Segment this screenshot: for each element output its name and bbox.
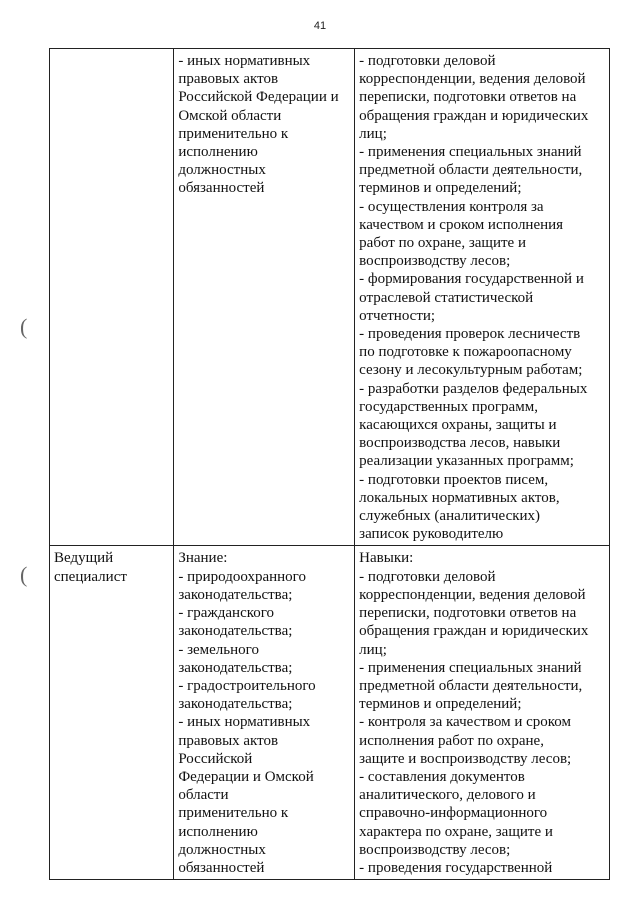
- text-line: исполнения работ по охране,: [359, 732, 544, 749]
- knowledge-cell: [174, 49, 355, 546]
- text-line: отраслевой статистической: [359, 289, 534, 306]
- text-line: законодательства;: [178, 659, 293, 676]
- text-line: записок руководителю: [359, 526, 504, 543]
- text-line: переписки, подготовки ответов на: [359, 89, 577, 106]
- text-line: специалист: [54, 568, 127, 585]
- qualification-table: [49, 48, 610, 880]
- text-line: работ по охране, защите и: [359, 235, 526, 252]
- text-line: законодательства;: [178, 696, 293, 713]
- text-line: - проведения государственной: [359, 859, 553, 876]
- text-line: реализации указанных программ;: [359, 453, 574, 470]
- text-line: корреспонденции, ведения деловой: [359, 586, 586, 603]
- text-line: - разработки разделов федеральных: [359, 380, 588, 397]
- text-line: - осуществления контроля за: [359, 198, 544, 215]
- text-line: локальных нормативных актов,: [359, 489, 560, 506]
- text-line: предметной области деятельности,: [359, 162, 583, 179]
- text-line: - подготовки деловой: [359, 53, 496, 69]
- text-line: - подготовки деловой: [359, 568, 496, 585]
- text-line: - гражданского: [178, 605, 275, 622]
- text-line: сезону и лесокультурным работам;: [359, 362, 583, 379]
- text-line: воспроизводству лесов;: [359, 253, 511, 270]
- text-line: воспроизводства лесов, навыки: [359, 435, 561, 452]
- text-line: защите и воспроизводству лесов;: [359, 750, 572, 767]
- text-line: должностных: [178, 162, 266, 179]
- text-line: Знание:: [178, 550, 228, 567]
- position-cell: [50, 546, 174, 880]
- page-number: 41: [313, 20, 327, 32]
- text-line: законодательства;: [178, 586, 293, 603]
- text-line: - контроля за качеством и сроком: [359, 714, 571, 731]
- text-line: терминов и определений;: [359, 696, 522, 713]
- text-line: правовых актов: [178, 732, 279, 749]
- text-line: обращения граждан и юридических: [359, 107, 589, 124]
- text-line: - подготовки проектов писем,: [359, 471, 549, 488]
- text-line: обязанностей: [178, 180, 265, 197]
- text-line: лиц;: [359, 125, 387, 142]
- text-line: - природоохранного: [178, 568, 306, 585]
- text-line: законодательства;: [178, 623, 293, 640]
- text-line: качеством и сроком исполнения: [359, 216, 564, 233]
- text-line: Омской области: [178, 107, 282, 124]
- text-line: Ведущий: [54, 550, 114, 567]
- text-line: переписки, подготовки ответов на: [359, 605, 577, 622]
- text-line: касающихся охраны, защиты и: [359, 417, 557, 434]
- text-line: Навыки:: [359, 550, 414, 567]
- knowledge-cell: [174, 546, 355, 880]
- text-line: - применения специальных знаний: [359, 659, 582, 676]
- text-line: области: [178, 787, 229, 804]
- text-line: должностных: [178, 841, 266, 858]
- text-line: - земельного: [178, 641, 259, 658]
- text-line: - применения специальных знаний: [359, 144, 582, 161]
- text-line: правовых актов: [178, 71, 279, 88]
- text-line: исполнению: [178, 144, 258, 161]
- text-line: лиц;: [359, 641, 387, 658]
- text-line: - градостроительного: [178, 677, 316, 694]
- text-line: справочно-информационного: [359, 805, 548, 822]
- text-line: аналитического, делового и: [359, 787, 536, 804]
- text-line: - составления документов: [359, 768, 525, 785]
- text-line: исполнению: [178, 823, 258, 840]
- text-line: воспроизводству лесов;: [359, 841, 511, 858]
- skills-cell: [355, 49, 610, 546]
- text-line: характера по охране, защите и: [359, 823, 553, 840]
- table-row: [50, 546, 610, 880]
- text-line: отчетности;: [359, 307, 436, 324]
- text-line: применительно к: [178, 805, 289, 822]
- text-line: - иных нормативных: [178, 53, 311, 69]
- margin-mark: (: [20, 314, 28, 339]
- text-line: служебных (аналитических): [359, 508, 541, 525]
- text-line: Федерации и Омской: [178, 768, 314, 785]
- text-line: применительно к: [178, 125, 289, 142]
- position-cell: [50, 49, 174, 546]
- margin-mark: (: [20, 562, 28, 587]
- table-row: [50, 49, 610, 546]
- text-line: по подготовке к пожароопасному: [359, 344, 572, 361]
- text-line: - иных нормативных: [178, 714, 311, 731]
- text-line: корреспонденции, ведения деловой: [359, 71, 586, 88]
- skills-cell: [355, 546, 610, 880]
- text-line: - формирования государственной и: [359, 271, 584, 288]
- text-line: государственных программ,: [359, 398, 538, 415]
- text-line: - проведения проверок лесничеств: [359, 326, 581, 343]
- text-line: предметной области деятельности,: [359, 677, 583, 694]
- text-line: терминов и определений;: [359, 180, 522, 197]
- text-line: Российской: [178, 750, 253, 767]
- text-line: обращения граждан и юридических: [359, 623, 589, 640]
- text-line: обязанностей: [178, 859, 265, 876]
- text-line: Российской Федерации и: [178, 89, 339, 106]
